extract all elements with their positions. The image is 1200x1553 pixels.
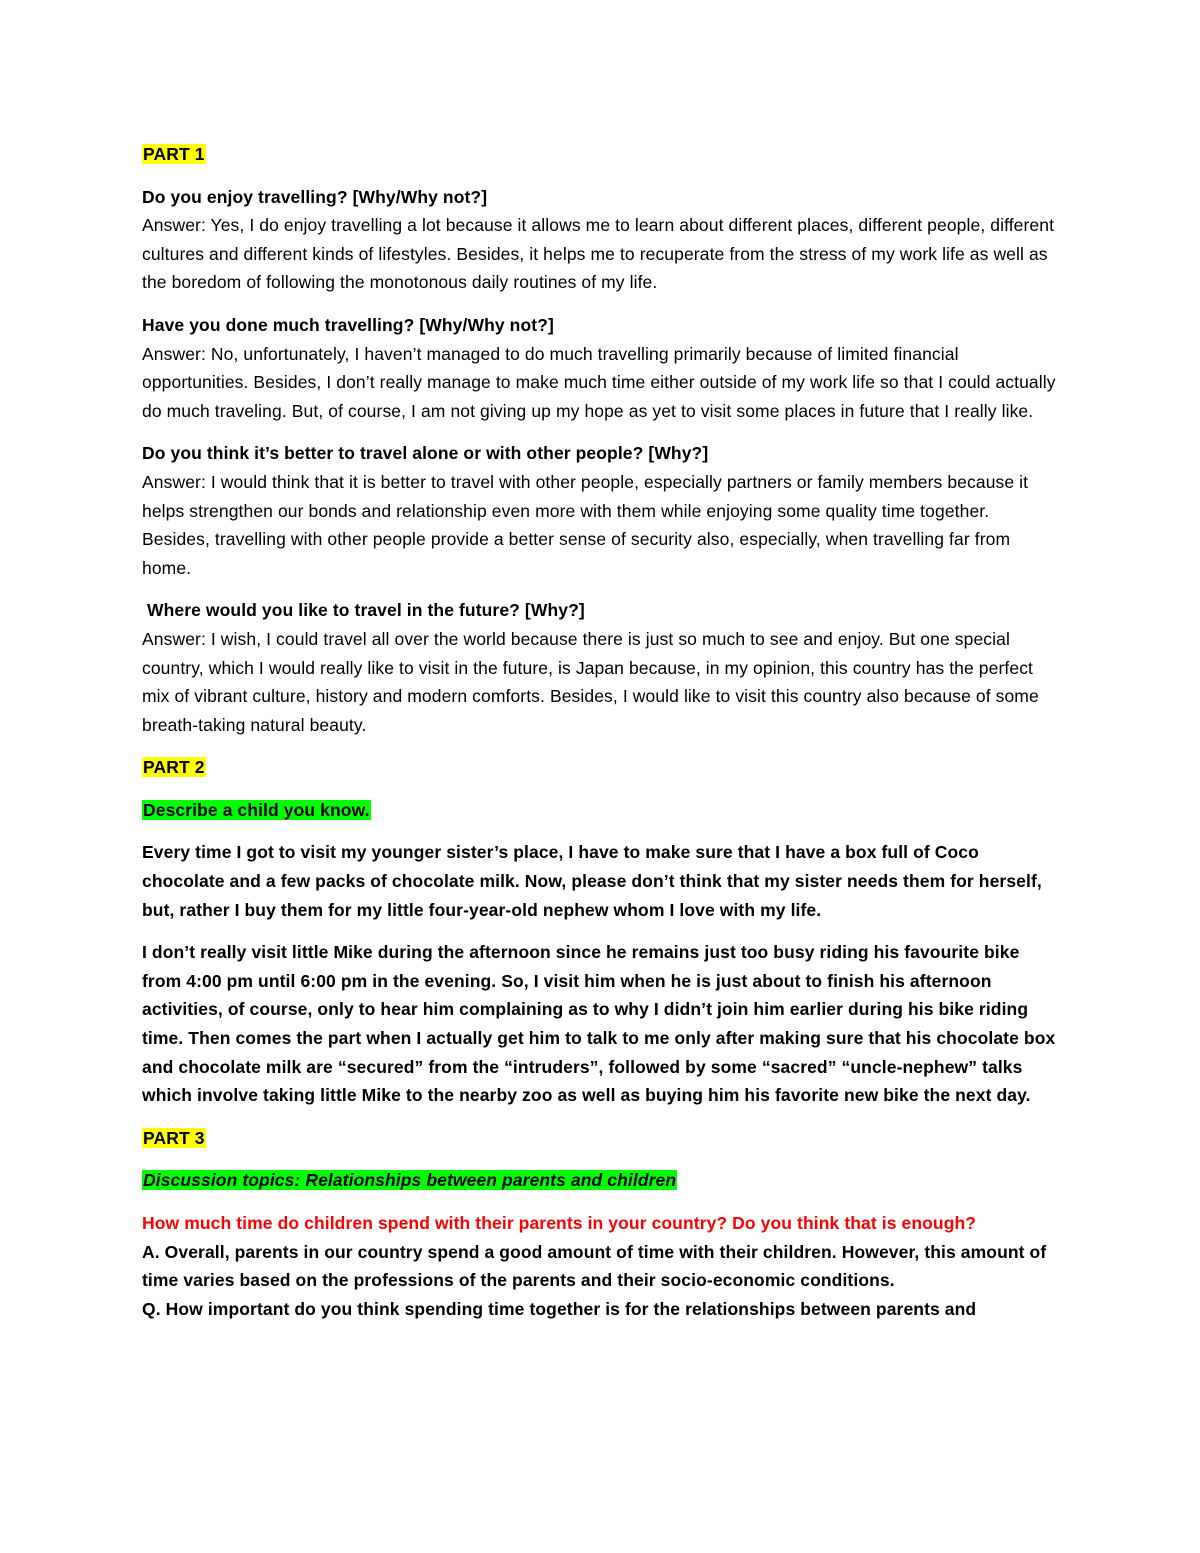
part2-paragraph-2: I don’t really visit little Mike during the afternoon since he remains just too busy riding his favourite bike from 4:00 pm until 6:00 pm in the evening. So, I visit him when he is just about to finish his afternoon activities, of course, only to hear him complaining as to why I didn’t join him earlier during his bike riding time. Then comes the part when I actually get him to talk to me only after making sure that his chocolate box and chocolate milk are “secured” from the “intruders”, followed by some “sacred” “uncle-nephew” talks which involve taking little Mike to the nearby zoo as well as buying him his favorite new bike the next day. — [142, 942, 1056, 1106]
part3-topic-label: Discussion topics: Relationships between parents and children — [143, 1170, 677, 1191]
part1-heading-label: PART 1 — [143, 144, 205, 164]
part3-heading-label: PART 3 — [143, 1127, 205, 1148]
part1-qa-3 — [142, 439, 1060, 582]
part2-story — [142, 838, 1060, 1109]
part1-qa-2 — [142, 311, 1060, 425]
part3-topic — [142, 1166, 1060, 1195]
part2-paragraph-1: Every time I got to visit my younger sister’s place, I have to make sure that I have a box full of Coco chocolate and a few packs of chocolate milk. Now, please don’t think that my sister needs them for herself, but, rather I buy them for my little four-year-old nephew whom I love with my life. — [142, 842, 1042, 920]
part3-heading — [142, 1124, 1060, 1153]
part1-answer-1: Answer: Yes, I do enjoy travelling a lot because it allows me to learn about different places, different people, different cultures and different kinds of lifestyles. Besides, it helps me to recuperate from the stress of my work life as well as the boredom of following the monotonous daily routines of my life. — [142, 215, 1055, 293]
part1-answer-4: Answer: I wish, I could travel all over the world because there is just so much to see and enjoy. But one special country, which I would really like to visit in the future, is Japan because, in my opinion, this country has the perfect mix of vibrant culture, history and modern comforts. Besides, I would like to visit this country also because of some breath-taking natural beauty. — [142, 628, 1039, 735]
part3-answer-1: A. Overall, parents in our country spend a good amount of time with their children. However, this amount of time varies based on the professions of the parents and their socio-economic conditions. — [142, 1241, 1047, 1291]
part1-heading — [142, 140, 1060, 169]
part1-question-4: Where would you like to travel in the future? [Why?] — [142, 600, 585, 621]
part1-question-3: Do you think it’s better to travel alone or with other people? [Why?] — [142, 443, 709, 464]
part1-answer-2: Answer: No, unfortunately, I haven’t managed to do much travelling primarily because of limited financial opportunities. Besides, I don’t really manage to make much time either outside of my work life so that I could actually do much traveling. But, of course, I am not giving up my hope as yet to visit some places in future that I really like. — [142, 343, 1056, 421]
part1-qa-1 — [142, 183, 1060, 297]
part3-question-2: Q. How important do you think spending time together is for the relationships between parents and — [142, 1298, 977, 1319]
part2-heading — [142, 753, 1060, 782]
part2-heading-label: PART 2 — [143, 757, 205, 778]
part1-question-1: Do you enjoy travelling? [Why/Why not?] — [142, 186, 488, 207]
part3-question-1: How much time do children spend with their parents in your country? Do you think that is enough? — [142, 1213, 977, 1233]
part1-answer-3: Answer: I would think that it is better to travel with other people, especially partners or family members because it helps strengthen our bonds and relationship even more with them while enjoying some quality time together. Besides, travelling with other people provide a better sense of security also, especially, when travelling far from home. — [142, 471, 1029, 578]
part2-task — [142, 796, 1060, 825]
part1-qa-4 — [142, 596, 1060, 739]
part1-question-2: Have you done much travelling? [Why/Why not?] — [142, 314, 554, 335]
part2-task-label: Describe a child you know. — [143, 799, 370, 820]
